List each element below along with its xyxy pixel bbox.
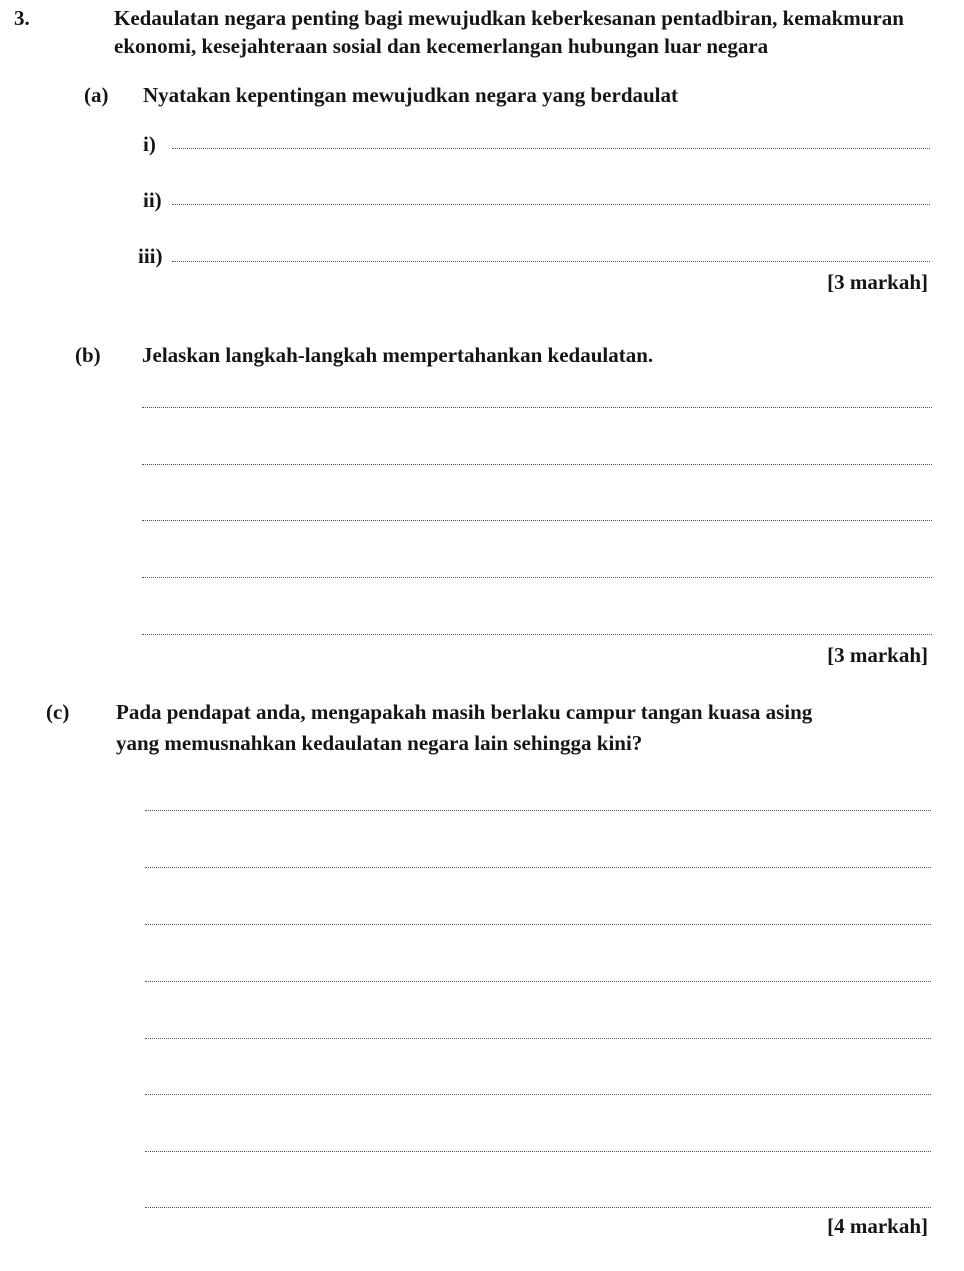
part-c-answer-line-2[interactable] [145, 867, 931, 868]
part-a-prompt: Nyatakan kepentingan mewujudkan negara yang berdaulat [143, 83, 679, 107]
part-a-label: (a) [84, 83, 109, 107]
part-c-answer-line-8[interactable] [145, 1207, 931, 1208]
part-b-label: (b) [75, 343, 101, 367]
part-a-answer-line-i[interactable] [172, 148, 930, 149]
part-c-answer-line-1[interactable] [145, 810, 931, 811]
part-a-item-ii-label: ii) [143, 188, 162, 212]
part-a-answer-line-ii[interactable] [172, 204, 930, 205]
part-a-item-i-label: i) [143, 132, 156, 156]
part-c-answer-line-3[interactable] [145, 924, 931, 925]
part-b-answer-line-5[interactable] [142, 634, 932, 635]
part-c-answer-line-4[interactable] [145, 981, 931, 982]
part-b-answer-line-1[interactable] [142, 407, 932, 408]
part-c-answer-line-6[interactable] [145, 1094, 931, 1095]
part-c-prompt-line-2: yang memusnahkan kedaulatan negara lain sehingga kini? [116, 731, 643, 755]
part-b-answer-line-4[interactable] [142, 577, 932, 578]
part-c-answer-line-7[interactable] [145, 1151, 931, 1152]
part-b-answer-line-2[interactable] [142, 464, 932, 465]
part-a-answer-line-iii[interactable] [172, 261, 930, 262]
part-c-marks: [4 markah] [827, 1214, 928, 1238]
part-c-answer-line-5[interactable] [145, 1038, 931, 1039]
part-c-prompt-line-1: Pada pendapat anda, mengapakah masih berlaku campur tangan kuasa asing [116, 700, 813, 724]
part-b-marks: [3 markah] [827, 643, 928, 667]
part-c-label: (c) [46, 700, 70, 724]
part-b-answer-line-3[interactable] [142, 520, 932, 521]
part-a-marks: [3 markah] [827, 270, 928, 294]
question-number: 3. [14, 6, 30, 30]
part-a-item-iii-label: iii) [138, 244, 163, 268]
question-stem-line-2: ekonomi, kesejahteraan sosial dan kecemerlangan hubungan luar negara [114, 34, 769, 58]
part-b-prompt: Jelaskan langkah-langkah mempertahankan kedaulatan. [142, 343, 654, 367]
question-stem-line-1: Kedaulatan negara penting bagi mewujudkan keberkesanan pentadbiran, kemakmuran [114, 6, 904, 30]
